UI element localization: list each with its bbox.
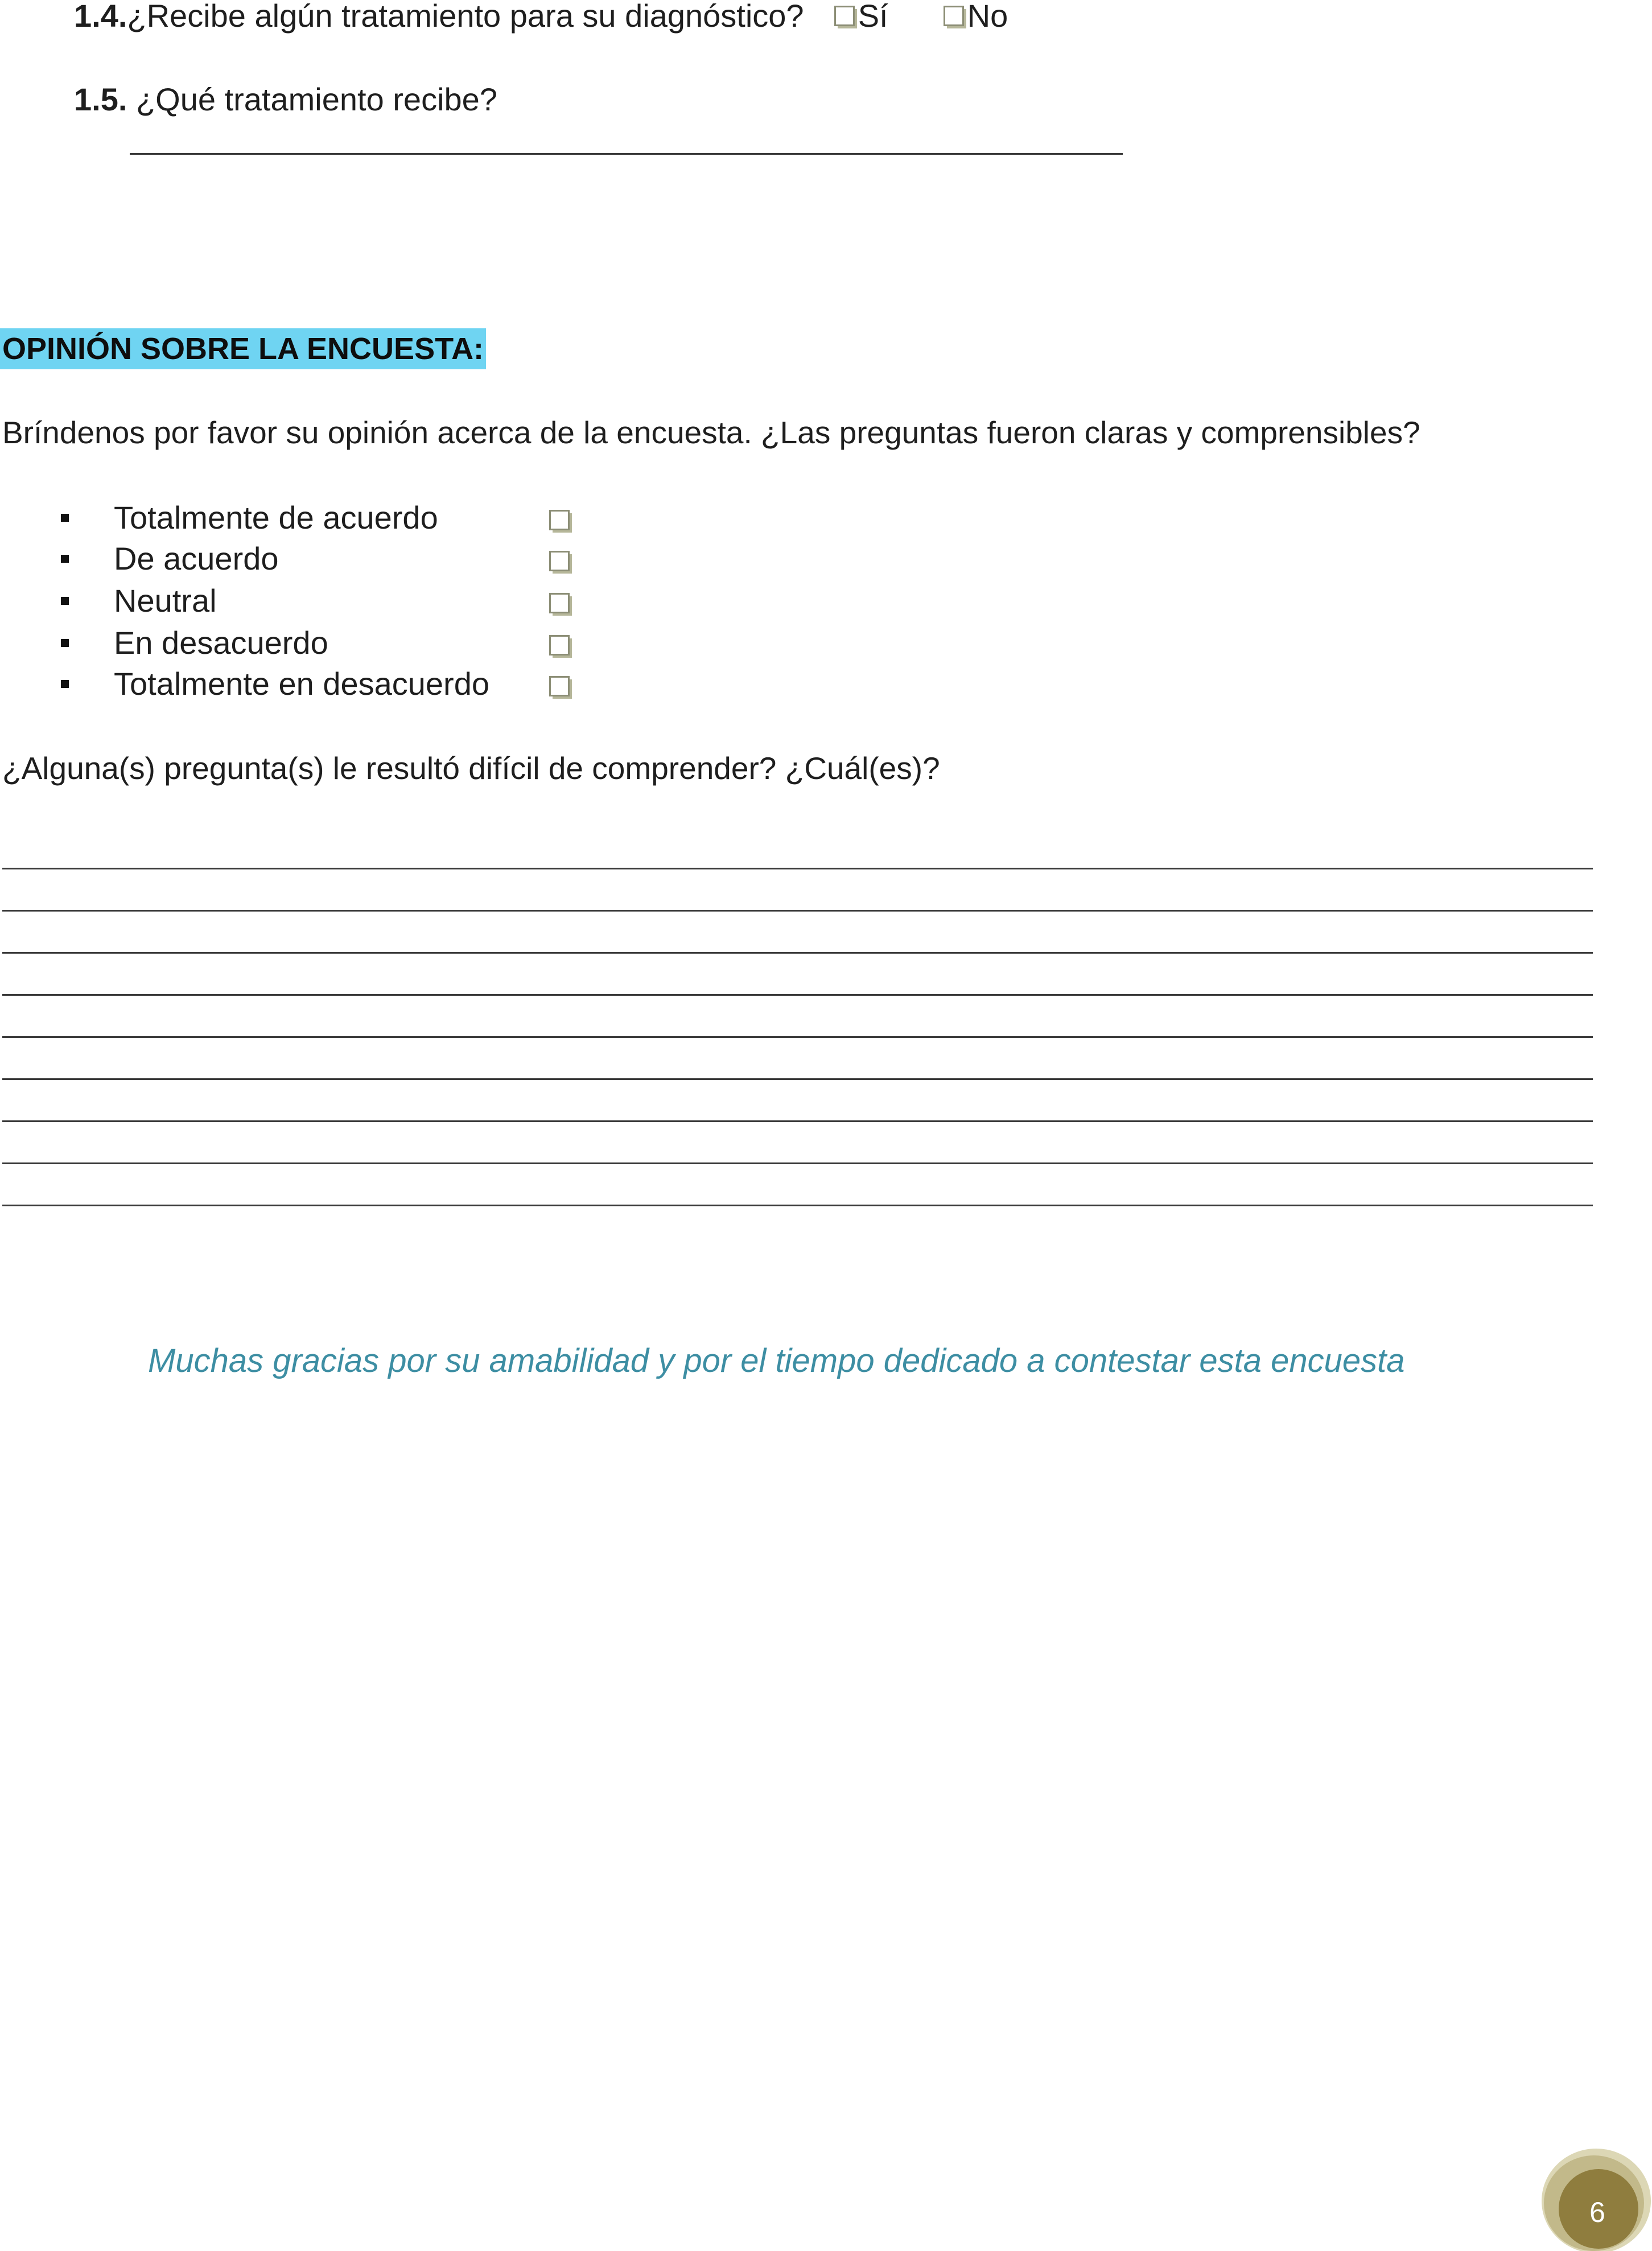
question-1-4 — [74, 0, 1008, 34]
comment-answer-line[interactable] — [2, 994, 1593, 996]
option-label: De acuerdo — [114, 541, 279, 576]
option-label: Totalmente en desacuerdo — [114, 666, 489, 702]
question-number: 1.5. — [74, 81, 127, 117]
rating-checkbox-3[interactable] — [549, 593, 570, 613]
bullet-icon — [61, 639, 69, 647]
page-number: 6 — [1589, 2196, 1605, 2228]
option-no-label: No — [967, 0, 1008, 34]
comment-answer-line[interactable] — [2, 1120, 1593, 1122]
rating-checkbox-1[interactable] — [549, 510, 570, 530]
bullet-icon — [61, 514, 69, 522]
question-1-5 — [74, 81, 497, 118]
option-label: Neutral — [114, 583, 217, 619]
question-text: ¿Qué tratamiento recibe? — [135, 81, 497, 117]
opinion-intro: Bríndenos por favor su opinión acerca de la encuesta. ¿Las preguntas fueron claras y comprensibles? — [2, 415, 1420, 450]
comment-answer-line[interactable] — [2, 1162, 1593, 1164]
section-heading: OPINIÓN SOBRE LA ENCUESTA: — [0, 328, 486, 369]
thank-you-text: Muchas gracias por su amabilidad y por el tiempo dedicado a contestar esta encuesta — [148, 1342, 1405, 1379]
question-text: ¿Recibe algún tratamiento para su diagnóstico? — [127, 0, 804, 34]
bullet-icon — [61, 597, 69, 605]
bullet-icon — [61, 680, 69, 688]
treatment-answer-line[interactable] — [130, 153, 1123, 155]
comment-answer-line[interactable] — [2, 910, 1593, 912]
option-yes-label: Sí — [858, 0, 888, 34]
checkbox-no[interactable] — [944, 6, 964, 26]
comment-answer-line[interactable] — [2, 952, 1593, 954]
bullet-icon — [61, 555, 69, 563]
rating-checkbox-5[interactable] — [549, 676, 570, 696]
comment-answer-line[interactable] — [2, 1036, 1593, 1038]
comment-answer-line[interactable] — [2, 1078, 1593, 1080]
comment-answer-line[interactable] — [2, 1205, 1593, 1206]
option-label: En desacuerdo — [114, 625, 328, 661]
rating-checkbox-4[interactable] — [549, 635, 570, 655]
question-number: 1.4. — [74, 0, 127, 34]
comment-answer-line[interactable] — [2, 868, 1593, 869]
rating-checkbox-2[interactable] — [549, 551, 570, 571]
checkbox-yes[interactable] — [834, 6, 855, 26]
difficult-question: ¿Alguna(s) pregunta(s) le resultó difícil de comprender? ¿Cuál(es)? — [2, 751, 940, 786]
option-label: Totalmente de acuerdo — [114, 500, 438, 535]
